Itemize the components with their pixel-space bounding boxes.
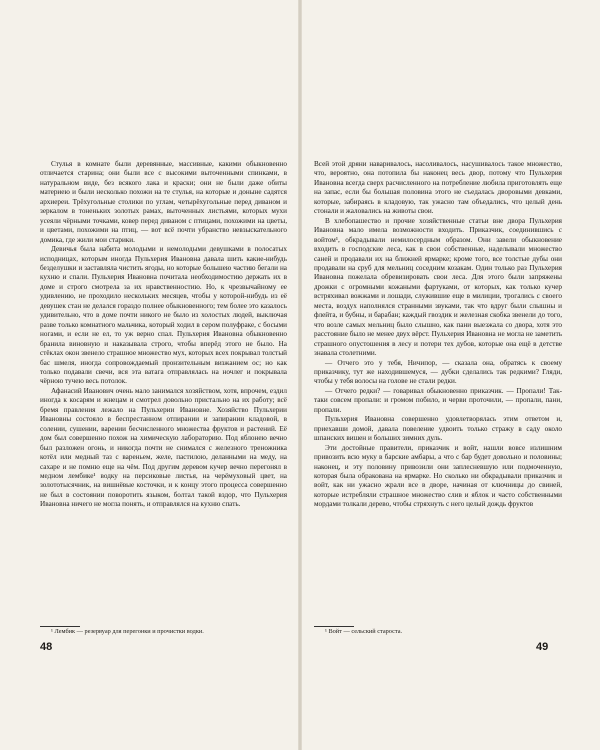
footnote-rule	[314, 626, 354, 627]
paragraph: Девичья была набита молодыми и немолодыми девушками в полосатых исподницах, которым иногда Пульхерия Ивановна давала шить какие-нибудь безделушки и заставляла чистить ягоды, но которые большею частию бегали на кухню и спали. Пульхерия Ивановна почитала необходимостию держать их в доме и строго смотрела за их нравственностию. Но, к чрезвычайному ее удивлению, не проходило нескольких месяцев, чтобы у которой-нибудь из её девушек стан не делался гораздо полнее обыкновенного; тем более это казалось удивительно, что в доме почти никого не было из холостых людей, выключая разве только комнатного мальчика, который ходил в сером полуфраке, с босыми ногами, и если не ел, то уж верно спал. Пульхерия Ивановна обыкновенно бранила виновную и наказывала строго, чтобы вперёд этого не было. На стёклах окон звенело страшное множество мух, которых всех покрывал толстый бас шмеля, иногда сопровождаемый пронзительным визжанием ос; но как только подавали свечи, вся эта ватага отправлялась на ночлег и покрывала чёрною тучею весь потолок.	[40, 245, 287, 386]
paragraph: В хлебопашество и прочие хозяйственные статьи вне двора Пульхерия Ивановна мало имела возможности входить. Приказчик, соединившись с войтом¹, обкрадывали немилосердным образом. Они завели обыкновение входить в господские леса, как в свои собственные, наделывали множество саней и продавали их на ближней ярмарке; кроме того, все толстые дубы они продавали на сруб для мельниц соседним козакам. Один только раз Пульхерия Ивановна пожелала обревизировать свои леса. Для этого были запряжены дрожки с огромными кожаными фартуками, от которых, как только кучер встряхивал вожжами и лошади, служившие еще в милиции, трогались с своего места, воздух наполнялся странными звуками, так что вдруг были слышны и флейта, и бубны, и барабан; каждый гвоздик и железная скобка звенели до того, что возле самых мельниц было слышно, как пани выезжала со двора, хотя это расстояние было не менее двух вёрст. Пульхерия Ивановна не могла не заметить страшного опустошения в лесу и потери тех дубов, которые она ещё в детстве знавала столетними.	[314, 216, 562, 358]
paragraph: Афанасий Иванович очень мало занимался хозяйством, хотя, впрочем, ездил иногда к косарям и жнецам и смотрел довольно пристально на их работу; всё бремя правления лежало на Пульхерии Ивановне. Хозяйство Пульхерии Ивановны состояло в беспрестанном отпирании и запирании кладовой, в солении, сушении, варении бесчисленного множества фруктов и растений. Её дом был совершенно похож на химическую лабораторию. Под яблонею вечно был разложен огонь, и никогда почти не снимался с железного треножника котёл или медный таз с вареньем, желе, пастилою, деланными на меду, на сахаре и не помню еще на чём. Под другим деревом кучер вечно перегонял в медном лембике¹ водку на персиковые листья, на черёмуховый цвет, на золототысячник, на вишнёвые косточки, и к концу этого процесса совершенно не был в состоянии поворотить языком, болтал такой вздор, что Пульхерия Ивановна ничего не могла понять, и отправлялся на кухню спать.	[40, 386, 287, 509]
paragraph: Эти достойные правители, приказчик и войт, нашли вовсе излишним привозить всю муку в барские амбары, а что с бар будет довольно и половины; наконец, и эту половину привозили они заплесневшую или подмоченную, которая была обракована на ярмарке. Но сколько ни обкрадывали приказчик и войт, как ни ужасно жрали все в дворе, начиная от ключницы до свиней, которые истребляли страшное множество слив и яблок и часто собственными мордами толкали дерево, чтобы стряхнуть с него целый дождь фруктов	[314, 443, 562, 509]
paragraph: Стулья в комнате были деревянные, массивные, какими обыкновенно отличается старина; они были все с высокими выточенными спинками, в натуральном виде, без всякого лака и краски; они не были даже обиты материею и были несколько похожи на те стулья, на которые и доныне садятся архиереи. Трёхугольные столики по углам, четырёхугольные перед диваном и зеркалом в тоненьких золотых рамах, выточенных листьями, которых мухи усеяли чёрными точками, ковер перед диваном с птицами, похожими на цветы, и цветами, похожими на птиц, — вот всё почти убранство невзыскательного домика, где жили мои старики.	[40, 160, 287, 244]
paragraph: — Отчего это у тебя, Ничипор, — сказала она, обратясь к своему приказчику, тут же находившемуся, — дубки сделались так редкими? Гляди, чтобы у тебя волосы на голове не стали редки.	[314, 358, 562, 386]
page-number: 48	[40, 641, 53, 653]
right-page-text	[314, 160, 562, 510]
paragraph: Пульхерия Ивановна совершенно удовлетворялась этим ответом и, приехавши домой, давала повеление удвоить только стражу в саду около шпанских вишен и больших зимних дуль.	[314, 415, 562, 443]
footnote: ¹ Лембик — резервуар для перегонки и прочистки водки.	[51, 628, 204, 635]
paragraph: — Отчего редки? — говаривал обыкновенно приказчик. — Пропали! Так-таки совсем пропали: и громом побило, и черви проточили, — пропали, пани, пропали.	[314, 386, 562, 414]
paragraph: Всей этой дряни наваривалось, насоливалось, насушивалось такое множество, что, вероятно, она потопила бы наконец весь двор, потому что Пульхерия Ивановна всегда сверх расчисленного на потребление любила приготовлять еще на запас, если бы большая половина этого не съедалась дворовыми девками, которые, забираясь в кладовую, так ужасно там объедались, что целый день стонали и жаловались на животы свои.	[314, 160, 562, 216]
footnote-rule	[40, 626, 80, 627]
footnote: ¹ Войт — сельский староста.	[325, 628, 403, 635]
page-number: 49	[536, 641, 549, 653]
right-page	[302, 0, 600, 750]
left-page	[0, 0, 298, 750]
left-page-text	[40, 160, 287, 510]
